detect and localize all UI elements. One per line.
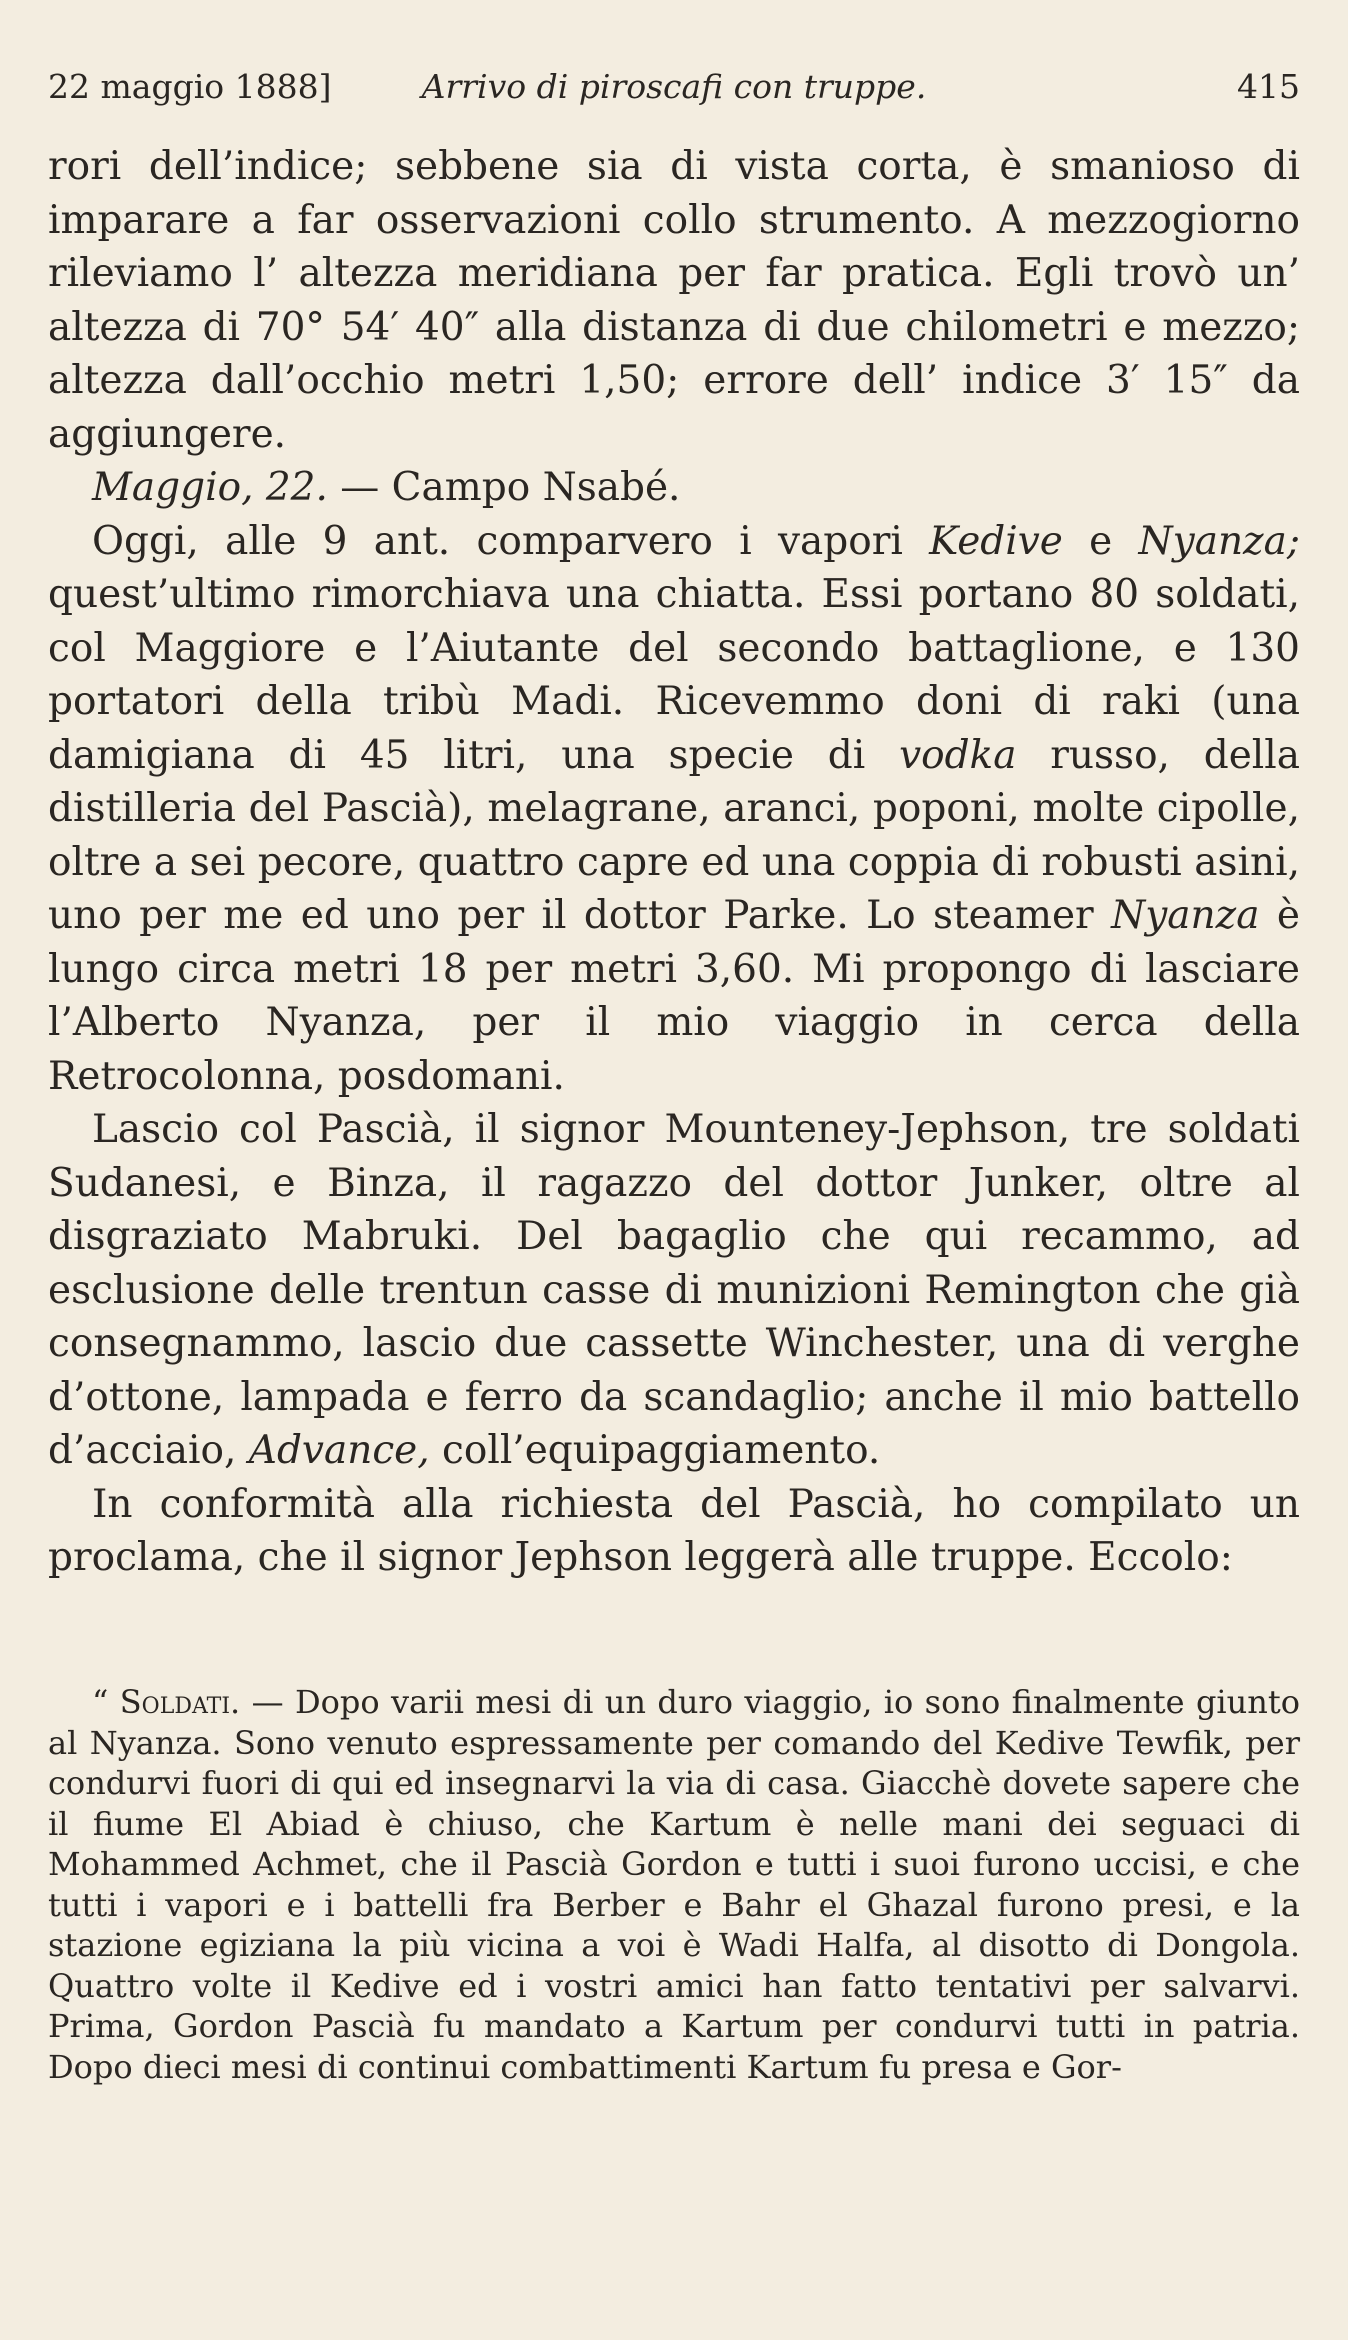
header-title: Arrivo di piroscafi con truppe. xyxy=(421,67,927,106)
text-run: Oggi, alle 9 ant. comparvero i vapori xyxy=(92,518,930,564)
ship-name: Kedive xyxy=(929,518,1063,564)
paragraph-date-heading xyxy=(48,461,1300,515)
proclamation-body: — Dopo varii mesi di un duro viaggio, io sono finalmente giunto al Nyanza. Sono venuto espressamente per comando del Kedive Tewfik, per condurvi fuori di qui ed insegnarvi la via di casa. Giacchè dovete sapere che il fiume El Abiad è chiuso, che Kartum è nelle mani dei seguaci di Mohammed Achmet, che il Pascià Gordon e tutti i suoi furono uccisi, e che tutti i vapori e i battelli fra Berber e Bahr el Ghazal furono presi, e la stazione egiziana la più vicina a voi è Wadi Halfa, al disotto di Dongola. Quattro volte il Kedive ed i vostri amici han fatto tentativi per salvarvi. Prima, Gordon Pascià fu mandato a Kartum per condurvi tutti in patria. Dopo dieci mesi di continui combattimenti Kartum fu presa e Gor- xyxy=(48,1683,1301,2086)
entry-date: Maggio, 22. xyxy=(92,465,328,510)
text-run: coll’equipaggiamento. xyxy=(429,1428,881,1473)
ship-name: Nyanza; xyxy=(1138,518,1300,564)
proclamation-heading: Soldati. xyxy=(119,1683,241,1721)
text-run: e xyxy=(1062,518,1139,564)
text-run: quest’ultimo rimorchiava una chiatta. Essi portano 80 soldati, col Maggiore e l’Aiutante del secondo battaglione, e 130 portatori della tribù Madi. Ricevemmo doni di raki (una damigiana di 45 litri, una specie di xyxy=(48,572,1300,778)
header-date: 22 maggio 1888] xyxy=(48,67,332,106)
running-header xyxy=(48,62,1300,112)
ship-name: Nyanza xyxy=(1111,893,1260,938)
proclamation-text xyxy=(48,1682,1300,2087)
quote-mark: “ xyxy=(92,1683,120,1721)
text-run: è lungo circa metri 18 per metri 3,60. Mi propongo di lasciare l’Alberto Nyanza, per il mio viaggio in cerca della Retrocolonna, posdomani. xyxy=(48,893,1300,1099)
text-run: russo, della distilleria del Pascià), melagrane, aranci, poponi, molte cipolle, oltre a sei pecore, quattro capre ed una coppia di robusti asini, uno per me ed uno per il dottor Parke. Lo steamer xyxy=(48,732,1301,938)
page-number: 415 xyxy=(1237,67,1300,106)
text-run: Lascio col Pascià, il signor Mounteney-Jephson, tre soldati Sudanesi, e Binza, il ragazzo del dottor Junker, oltre al disgraziato Mabruki. Del bagaglio che qui recammo, ad esclusione delle trentun casse di munizioni Remington che già consegnammo, lascio due cassette Winchester, una di verghe d’ottone, lampada e ferro da scandaglio; anche il mio battello d’acciaio, xyxy=(48,1107,1300,1473)
emphasis-word: vodka xyxy=(899,732,1017,778)
boat-name: Advance, xyxy=(248,1428,430,1473)
proclamation-quote xyxy=(48,1682,1300,2087)
main-text xyxy=(48,140,1300,1585)
paragraph-steamers xyxy=(48,515,1300,1104)
entry-place: — Campo Nsabé. xyxy=(327,465,681,510)
paragraph-baggage xyxy=(48,1103,1300,1478)
paragraph-proclamation-intro: In conformità alla richiesta del Pascià, ho compilato un proclama, che il signor Jephson leggerà alle truppe. Eccolo: xyxy=(48,1481,1300,1580)
paragraph-continuation: rori dell’indice; sebbene sia di vista corta, è smanioso di imparare a far osservazioni collo strumento. A mezzogiorno rileviamo l’ altezza meridiana per far pratica. Egli trovò un’ altezza di 70° 54′ 40″ alla distanza di due chilometri e mezzo; altezza dall’occhio metri 1,50; errore dell’ indice 3′ 15″ da aggiungere. xyxy=(48,144,1300,457)
